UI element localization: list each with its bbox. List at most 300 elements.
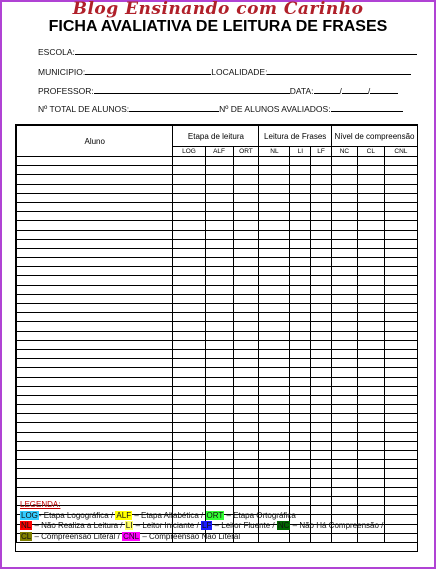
mark-cell[interactable] — [384, 212, 417, 221]
mark-cell[interactable] — [205, 276, 233, 285]
aluno-cell[interactable] — [17, 441, 173, 450]
mark-cell[interactable] — [331, 432, 357, 441]
mark-cell[interactable] — [205, 313, 233, 322]
mark-cell[interactable] — [205, 451, 233, 460]
mark-cell[interactable] — [357, 193, 384, 202]
mark-cell[interactable] — [290, 239, 311, 248]
mark-cell[interactable] — [311, 322, 332, 331]
mark-cell[interactable] — [311, 166, 332, 175]
mark-cell[interactable] — [290, 451, 311, 460]
mark-cell[interactable] — [173, 267, 205, 276]
mark-cell[interactable] — [173, 405, 205, 414]
mark-cell[interactable] — [173, 340, 205, 349]
aluno-cell[interactable] — [17, 469, 173, 478]
aluno-cell[interactable] — [17, 414, 173, 423]
mark-cell[interactable] — [384, 285, 417, 294]
mark-cell[interactable] — [259, 184, 290, 193]
mark-cell[interactable] — [173, 248, 205, 257]
mark-cell[interactable] — [311, 460, 332, 469]
mark-cell[interactable] — [259, 202, 290, 211]
mark-cell[interactable] — [311, 239, 332, 248]
mark-cell[interactable] — [311, 349, 332, 358]
mark-cell[interactable] — [205, 386, 233, 395]
mark-cell[interactable] — [205, 304, 233, 313]
mark-cell[interactable] — [233, 258, 259, 267]
mark-cell[interactable] — [173, 432, 205, 441]
mark-cell[interactable] — [173, 478, 205, 487]
date-month-blank[interactable] — [339, 85, 371, 96]
mark-cell[interactable] — [233, 230, 259, 239]
mark-cell[interactable] — [357, 331, 384, 340]
mark-cell[interactable] — [357, 294, 384, 303]
mark-cell[interactable] — [173, 414, 205, 423]
mark-cell[interactable] — [357, 313, 384, 322]
mark-cell[interactable] — [357, 441, 384, 450]
mark-cell[interactable] — [311, 276, 332, 285]
mark-cell[interactable] — [311, 230, 332, 239]
mark-cell[interactable] — [384, 230, 417, 239]
mark-cell[interactable] — [233, 221, 259, 230]
mark-cell[interactable] — [384, 304, 417, 313]
mark-cell[interactable] — [259, 377, 290, 386]
mark-cell[interactable] — [173, 469, 205, 478]
mark-cell[interactable] — [233, 285, 259, 294]
mark-cell[interactable] — [357, 304, 384, 313]
mark-cell[interactable] — [311, 359, 332, 368]
aluno-cell[interactable] — [17, 193, 173, 202]
mark-cell[interactable] — [384, 487, 417, 496]
mark-cell[interactable] — [384, 267, 417, 276]
mark-cell[interactable] — [331, 193, 357, 202]
mark-cell[interactable] — [290, 487, 311, 496]
mark-cell[interactable] — [311, 451, 332, 460]
aluno-cell[interactable] — [17, 221, 173, 230]
mark-cell[interactable] — [290, 276, 311, 285]
mark-cell[interactable] — [384, 248, 417, 257]
mark-cell[interactable] — [205, 175, 233, 184]
mark-cell[interactable] — [357, 451, 384, 460]
mark-cell[interactable] — [357, 414, 384, 423]
mark-cell[interactable] — [384, 451, 417, 460]
mark-cell[interactable] — [205, 460, 233, 469]
aluno-cell[interactable] — [17, 322, 173, 331]
aluno-cell[interactable] — [17, 349, 173, 358]
mark-cell[interactable] — [331, 423, 357, 432]
mark-cell[interactable] — [233, 157, 259, 166]
mark-cell[interactable] — [357, 248, 384, 257]
mark-cell[interactable] — [259, 230, 290, 239]
mark-cell[interactable] — [357, 184, 384, 193]
mark-cell[interactable] — [205, 331, 233, 340]
mark-cell[interactable] — [331, 331, 357, 340]
mark-cell[interactable] — [173, 184, 205, 193]
mark-cell[interactable] — [259, 405, 290, 414]
mark-cell[interactable] — [357, 340, 384, 349]
mark-cell[interactable] — [173, 285, 205, 294]
mark-cell[interactable] — [259, 331, 290, 340]
mark-cell[interactable] — [173, 304, 205, 313]
mark-cell[interactable] — [259, 432, 290, 441]
mark-cell[interactable] — [331, 258, 357, 267]
mark-cell[interactable] — [357, 359, 384, 368]
mark-cell[interactable] — [259, 460, 290, 469]
mark-cell[interactable] — [357, 487, 384, 496]
mark-cell[interactable] — [290, 386, 311, 395]
mark-cell[interactable] — [259, 285, 290, 294]
mark-cell[interactable] — [233, 239, 259, 248]
mark-cell[interactable] — [290, 267, 311, 276]
mark-cell[interactable] — [290, 202, 311, 211]
mark-cell[interactable] — [331, 276, 357, 285]
aluno-cell[interactable] — [17, 386, 173, 395]
mark-cell[interactable] — [331, 202, 357, 211]
aluno-cell[interactable] — [17, 304, 173, 313]
mark-cell[interactable] — [384, 258, 417, 267]
mark-cell[interactable] — [357, 478, 384, 487]
mark-cell[interactable] — [331, 377, 357, 386]
mark-cell[interactable] — [331, 441, 357, 450]
mark-cell[interactable] — [233, 202, 259, 211]
mark-cell[interactable] — [173, 193, 205, 202]
escola-blank[interactable] — [75, 46, 417, 55]
aluno-cell[interactable] — [17, 487, 173, 496]
mark-cell[interactable] — [205, 432, 233, 441]
mark-cell[interactable] — [205, 349, 233, 358]
aluno-cell[interactable] — [17, 184, 173, 193]
mark-cell[interactable] — [384, 193, 417, 202]
mark-cell[interactable] — [311, 386, 332, 395]
mark-cell[interactable] — [259, 414, 290, 423]
mark-cell[interactable] — [259, 175, 290, 184]
aluno-cell[interactable] — [17, 432, 173, 441]
mark-cell[interactable] — [384, 294, 417, 303]
mark-cell[interactable] — [357, 377, 384, 386]
aluno-cell[interactable] — [17, 258, 173, 267]
mark-cell[interactable] — [290, 313, 311, 322]
mark-cell[interactable] — [311, 441, 332, 450]
aluno-cell[interactable] — [17, 395, 173, 404]
mark-cell[interactable] — [173, 441, 205, 450]
aluno-cell[interactable] — [17, 212, 173, 221]
aluno-cell[interactable] — [17, 248, 173, 257]
mark-cell[interactable] — [205, 377, 233, 386]
mark-cell[interactable] — [233, 304, 259, 313]
mark-cell[interactable] — [311, 193, 332, 202]
mark-cell[interactable] — [205, 487, 233, 496]
alunos-avaliados-blank[interactable] — [331, 103, 403, 112]
mark-cell[interactable] — [173, 175, 205, 184]
mark-cell[interactable] — [233, 322, 259, 331]
mark-cell[interactable] — [233, 193, 259, 202]
mark-cell[interactable] — [205, 202, 233, 211]
mark-cell[interactable] — [357, 166, 384, 175]
mark-cell[interactable] — [259, 359, 290, 368]
mark-cell[interactable] — [331, 340, 357, 349]
mark-cell[interactable] — [290, 368, 311, 377]
mark-cell[interactable] — [331, 386, 357, 395]
mark-cell[interactable] — [173, 322, 205, 331]
mark-cell[interactable] — [173, 349, 205, 358]
mark-cell[interactable] — [233, 349, 259, 358]
mark-cell[interactable] — [259, 212, 290, 221]
aluno-cell[interactable] — [17, 202, 173, 211]
mark-cell[interactable] — [205, 395, 233, 404]
mark-cell[interactable] — [384, 359, 417, 368]
mark-cell[interactable] — [357, 267, 384, 276]
mark-cell[interactable] — [357, 386, 384, 395]
mark-cell[interactable] — [311, 285, 332, 294]
mark-cell[interactable] — [173, 460, 205, 469]
mark-cell[interactable] — [173, 423, 205, 432]
mark-cell[interactable] — [259, 478, 290, 487]
mark-cell[interactable] — [311, 478, 332, 487]
mark-cell[interactable] — [259, 248, 290, 257]
mark-cell[interactable] — [311, 157, 332, 166]
mark-cell[interactable] — [259, 239, 290, 248]
mark-cell[interactable] — [233, 313, 259, 322]
mark-cell[interactable] — [233, 460, 259, 469]
mark-cell[interactable] — [357, 432, 384, 441]
mark-cell[interactable] — [384, 405, 417, 414]
total-alunos-blank[interactable] — [129, 103, 219, 112]
mark-cell[interactable] — [290, 405, 311, 414]
mark-cell[interactable] — [311, 469, 332, 478]
mark-cell[interactable] — [384, 202, 417, 211]
mark-cell[interactable] — [311, 175, 332, 184]
mark-cell[interactable] — [259, 166, 290, 175]
mark-cell[interactable] — [290, 395, 311, 404]
mark-cell[interactable] — [205, 359, 233, 368]
mark-cell[interactable] — [290, 166, 311, 175]
mark-cell[interactable] — [331, 405, 357, 414]
mark-cell[interactable] — [173, 451, 205, 460]
mark-cell[interactable] — [205, 157, 233, 166]
mark-cell[interactable] — [384, 386, 417, 395]
mark-cell[interactable] — [290, 423, 311, 432]
mark-cell[interactable] — [331, 359, 357, 368]
mark-cell[interactable] — [384, 331, 417, 340]
mark-cell[interactable] — [311, 423, 332, 432]
mark-cell[interactable] — [384, 175, 417, 184]
mark-cell[interactable] — [311, 304, 332, 313]
mark-cell[interactable] — [357, 322, 384, 331]
mark-cell[interactable] — [311, 405, 332, 414]
mark-cell[interactable] — [290, 322, 311, 331]
aluno-cell[interactable] — [17, 377, 173, 386]
mark-cell[interactable] — [331, 349, 357, 358]
mark-cell[interactable] — [233, 267, 259, 276]
mark-cell[interactable] — [290, 184, 311, 193]
mark-cell[interactable] — [290, 377, 311, 386]
mark-cell[interactable] — [384, 469, 417, 478]
mark-cell[interactable] — [357, 202, 384, 211]
mark-cell[interactable] — [290, 157, 311, 166]
mark-cell[interactable] — [331, 248, 357, 257]
mark-cell[interactable] — [290, 460, 311, 469]
mark-cell[interactable] — [331, 285, 357, 294]
mark-cell[interactable] — [357, 221, 384, 230]
mark-cell[interactable] — [233, 340, 259, 349]
mark-cell[interactable] — [259, 349, 290, 358]
aluno-cell[interactable] — [17, 285, 173, 294]
mark-cell[interactable] — [384, 340, 417, 349]
mark-cell[interactable] — [384, 432, 417, 441]
aluno-cell[interactable] — [17, 313, 173, 322]
mark-cell[interactable] — [173, 276, 205, 285]
mark-cell[interactable] — [384, 368, 417, 377]
mark-cell[interactable] — [173, 166, 205, 175]
mark-cell[interactable] — [384, 395, 417, 404]
aluno-cell[interactable] — [17, 460, 173, 469]
mark-cell[interactable] — [173, 395, 205, 404]
mark-cell[interactable] — [311, 414, 332, 423]
mark-cell[interactable] — [311, 487, 332, 496]
mark-cell[interactable] — [357, 349, 384, 358]
mark-cell[interactable] — [311, 432, 332, 441]
mark-cell[interactable] — [290, 230, 311, 239]
municipio-blank[interactable] — [85, 66, 211, 75]
mark-cell[interactable] — [357, 423, 384, 432]
mark-cell[interactable] — [205, 239, 233, 248]
mark-cell[interactable] — [233, 423, 259, 432]
mark-cell[interactable] — [331, 184, 357, 193]
mark-cell[interactable] — [233, 175, 259, 184]
mark-cell[interactable] — [259, 395, 290, 404]
mark-cell[interactable] — [259, 423, 290, 432]
mark-cell[interactable] — [205, 423, 233, 432]
mark-cell[interactable] — [290, 175, 311, 184]
mark-cell[interactable] — [331, 313, 357, 322]
aluno-cell[interactable] — [17, 451, 173, 460]
mark-cell[interactable] — [205, 258, 233, 267]
mark-cell[interactable] — [331, 469, 357, 478]
mark-cell[interactable] — [331, 304, 357, 313]
mark-cell[interactable] — [311, 294, 332, 303]
mark-cell[interactable] — [311, 340, 332, 349]
mark-cell[interactable] — [173, 377, 205, 386]
mark-cell[interactable] — [233, 432, 259, 441]
mark-cell[interactable] — [259, 340, 290, 349]
mark-cell[interactable] — [233, 441, 259, 450]
aluno-cell[interactable] — [17, 276, 173, 285]
mark-cell[interactable] — [384, 478, 417, 487]
mark-cell[interactable] — [205, 212, 233, 221]
mark-cell[interactable] — [357, 405, 384, 414]
mark-cell[interactable] — [233, 248, 259, 257]
mark-cell[interactable] — [259, 304, 290, 313]
mark-cell[interactable] — [357, 175, 384, 184]
mark-cell[interactable] — [290, 212, 311, 221]
mark-cell[interactable] — [233, 184, 259, 193]
mark-cell[interactable] — [357, 258, 384, 267]
mark-cell[interactable] — [384, 221, 417, 230]
mark-cell[interactable] — [384, 423, 417, 432]
mark-cell[interactable] — [173, 239, 205, 248]
mark-cell[interactable] — [173, 202, 205, 211]
mark-cell[interactable] — [331, 451, 357, 460]
mark-cell[interactable] — [205, 441, 233, 450]
aluno-cell[interactable] — [17, 157, 173, 166]
mark-cell[interactable] — [331, 221, 357, 230]
mark-cell[interactable] — [357, 212, 384, 221]
mark-cell[interactable] — [233, 395, 259, 404]
mark-cell[interactable] — [205, 166, 233, 175]
aluno-cell[interactable] — [17, 331, 173, 340]
mark-cell[interactable] — [290, 304, 311, 313]
mark-cell[interactable] — [384, 184, 417, 193]
mark-cell[interactable] — [173, 359, 205, 368]
mark-cell[interactable] — [259, 451, 290, 460]
mark-cell[interactable] — [311, 377, 332, 386]
aluno-cell[interactable] — [17, 166, 173, 175]
mark-cell[interactable] — [384, 322, 417, 331]
mark-cell[interactable] — [357, 395, 384, 404]
mark-cell[interactable] — [290, 349, 311, 358]
professor-blank[interactable] — [94, 85, 290, 94]
mark-cell[interactable] — [290, 285, 311, 294]
mark-cell[interactable] — [259, 157, 290, 166]
mark-cell[interactable] — [384, 239, 417, 248]
mark-cell[interactable] — [357, 368, 384, 377]
mark-cell[interactable] — [311, 331, 332, 340]
mark-cell[interactable] — [259, 487, 290, 496]
mark-cell[interactable] — [331, 175, 357, 184]
mark-cell[interactable] — [173, 487, 205, 496]
aluno-cell[interactable] — [17, 294, 173, 303]
mark-cell[interactable] — [384, 460, 417, 469]
mark-cell[interactable] — [259, 258, 290, 267]
mark-cell[interactable] — [331, 478, 357, 487]
mark-cell[interactable] — [290, 221, 311, 230]
mark-cell[interactable] — [233, 294, 259, 303]
mark-cell[interactable] — [331, 322, 357, 331]
mark-cell[interactable] — [384, 349, 417, 358]
mark-cell[interactable] — [205, 285, 233, 294]
mark-cell[interactable] — [357, 239, 384, 248]
mark-cell[interactable] — [259, 221, 290, 230]
mark-cell[interactable] — [357, 157, 384, 166]
mark-cell[interactable] — [290, 432, 311, 441]
mark-cell[interactable] — [173, 157, 205, 166]
mark-cell[interactable] — [311, 267, 332, 276]
mark-cell[interactable] — [205, 414, 233, 423]
mark-cell[interactable] — [331, 395, 357, 404]
mark-cell[interactable] — [259, 313, 290, 322]
mark-cell[interactable] — [331, 239, 357, 248]
mark-cell[interactable] — [331, 487, 357, 496]
mark-cell[interactable] — [290, 258, 311, 267]
mark-cell[interactable] — [205, 368, 233, 377]
mark-cell[interactable] — [233, 166, 259, 175]
mark-cell[interactable] — [205, 230, 233, 239]
mark-cell[interactable] — [205, 405, 233, 414]
mark-cell[interactable] — [233, 276, 259, 285]
mark-cell[interactable] — [311, 212, 332, 221]
mark-cell[interactable] — [384, 166, 417, 175]
mark-cell[interactable] — [173, 212, 205, 221]
mark-cell[interactable] — [384, 313, 417, 322]
mark-cell[interactable] — [290, 294, 311, 303]
mark-cell[interactable] — [259, 322, 290, 331]
mark-cell[interactable] — [290, 469, 311, 478]
mark-cell[interactable] — [290, 331, 311, 340]
mark-cell[interactable] — [290, 193, 311, 202]
date-year-blank[interactable] — [367, 85, 398, 96]
localidade-blank[interactable] — [267, 66, 411, 75]
mark-cell[interactable] — [357, 285, 384, 294]
mark-cell[interactable] — [205, 184, 233, 193]
mark-cell[interactable] — [290, 359, 311, 368]
